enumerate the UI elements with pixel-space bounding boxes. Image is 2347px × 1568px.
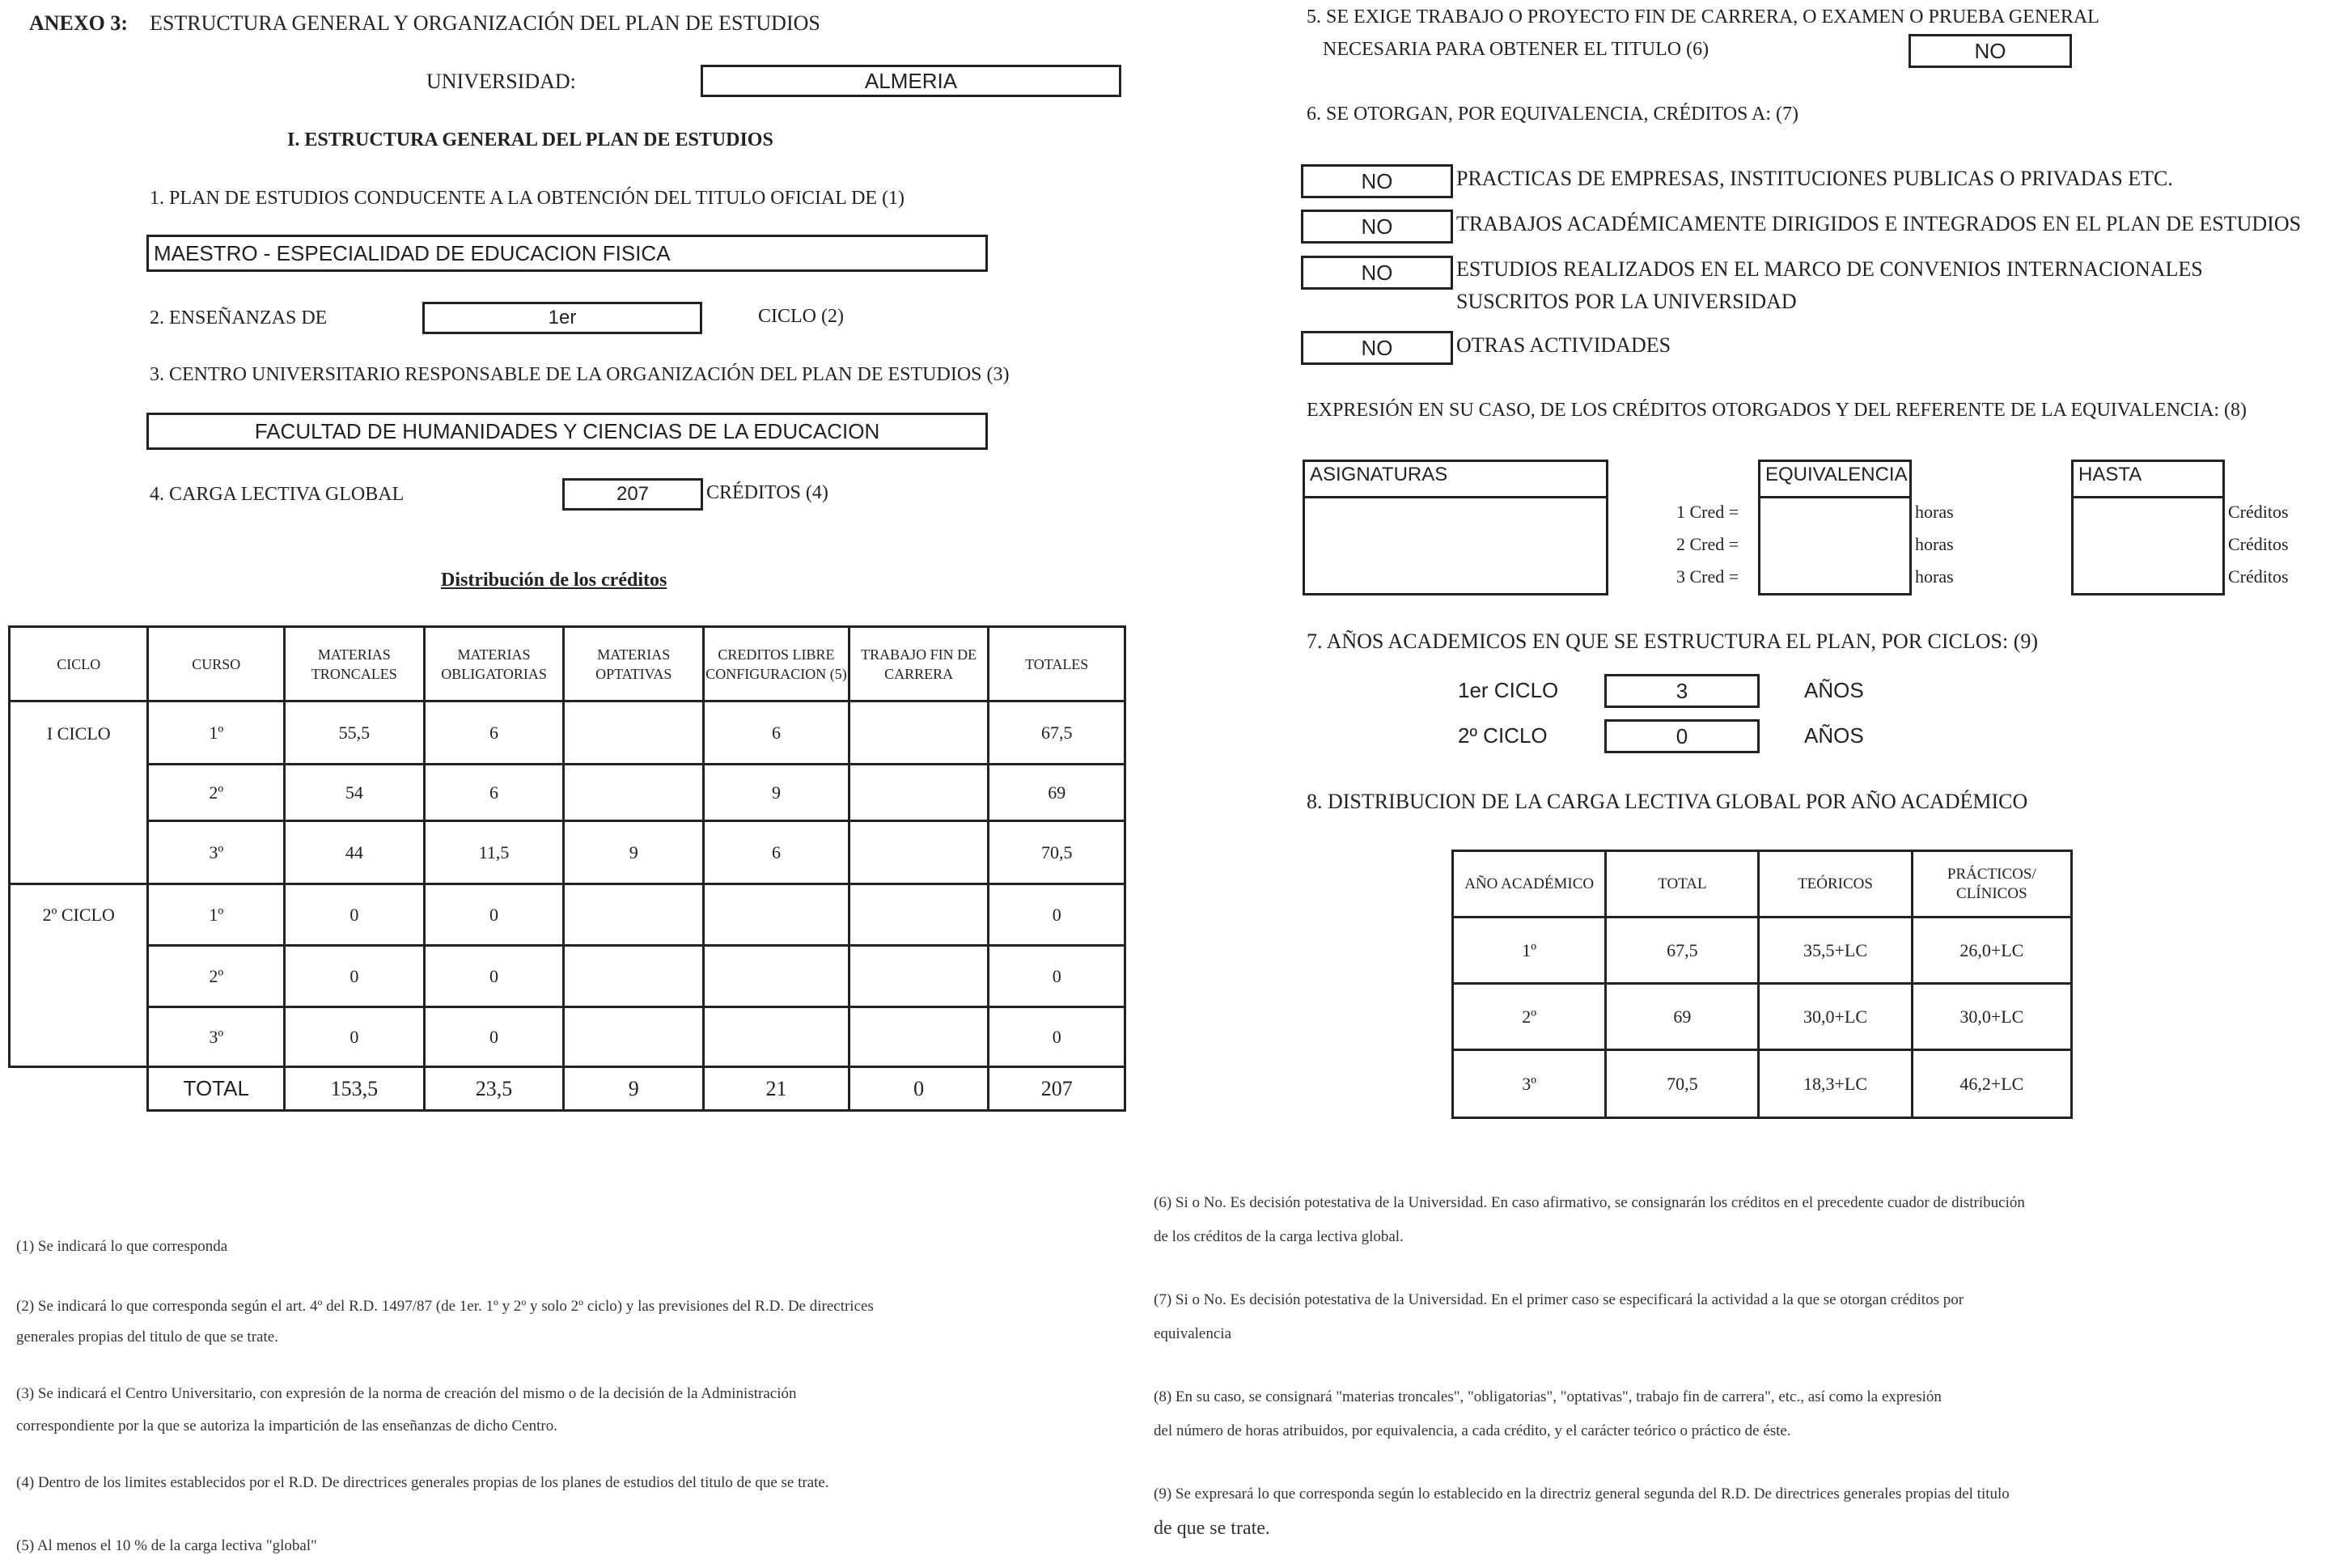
year-teoricos-cell: 35,5+LC	[1759, 917, 1912, 984]
table-row	[10, 1007, 1125, 1067]
cred-3-label: 3 Cred =	[1676, 566, 1739, 587]
table-header-row	[10, 627, 1125, 701]
trabajo-cell	[849, 884, 989, 946]
expresion-label: EXPRESIÓN EN SU CASO, DE LOS CRÉDITOS OTORGADOS Y DEL REFERENTE DE LA EQUIVALENCIA: (8)	[1307, 400, 2247, 421]
obligatorias-cell: 6	[424, 765, 564, 821]
horas-2: horas	[1915, 534, 1954, 554]
footnote-9: (9) Se expresará lo que corresponda según lo establecido en la directriz general segunda del R.D. De directrices generales propias del titulo	[1154, 1485, 2010, 1502]
total-trabajo: 0	[849, 1067, 989, 1111]
total-label: TOTAL	[148, 1067, 285, 1111]
q7-label: 7. AÑOS ACADEMICOS EN QUE SE ESTRUCTURA EL PLAN, POR CICLOS: (9)	[1307, 629, 2039, 653]
header-totales: TOTALES	[989, 627, 1125, 701]
equiv-practicas-field: NO	[1301, 164, 1453, 198]
year-practicos-cell: 46,2+LC	[1912, 1050, 2071, 1118]
year-cell: 2º	[1453, 984, 1606, 1050]
curso-cell: 2º	[148, 765, 285, 821]
total-troncales: 153,5	[285, 1067, 425, 1111]
ciclo-field: 1er	[422, 302, 702, 334]
ciclo2-label: 2º CICLO	[1458, 723, 1548, 748]
curso-cell: 2º	[148, 946, 285, 1007]
distribution-title: Distribución de los créditos	[441, 570, 667, 591]
creditos-1: Créditos	[2228, 502, 2289, 522]
totales-cell: 70,5	[989, 821, 1125, 884]
total-optativas: 9	[564, 1067, 704, 1111]
troncales-cell: 0	[285, 1007, 425, 1067]
curso-cell: 3º	[148, 1007, 285, 1067]
libre-cell	[704, 1007, 849, 1067]
titulo-field: MAESTRO - ESPECIALIDAD DE EDUCACION FISICA	[146, 235, 988, 272]
equiv-trabajos-field: NO	[1301, 210, 1453, 244]
cred-1-label: 1 Cred =	[1676, 502, 1739, 522]
equiv-trabajos-label: TRABAJOS ACADÉMICAMENTE DIRIGIDOS E INTEGRADOS EN EL PLAN DE ESTUDIOS	[1456, 212, 2302, 235]
year-total-cell: 67,5	[1606, 917, 1759, 984]
equiv-otras-label: OTRAS ACTIVIDADES	[1456, 333, 1671, 357]
year-load-table	[1451, 850, 2073, 1119]
footnote-3: (3) Se indicará el Centro Universitario, con expresión de la norma de creación del mismo o de la decisión de la Administración	[16, 1385, 797, 1402]
table-row	[10, 765, 1125, 821]
libre-cell	[704, 884, 849, 946]
total-obligatorias: 23,5	[424, 1067, 564, 1111]
carga-field: 207	[562, 478, 703, 511]
ciclo2-anos: AÑOS	[1804, 723, 1864, 748]
creditos-2: Créditos	[2228, 534, 2289, 554]
year-practicos-cell: 30,0+LC	[1912, 984, 2071, 1050]
asignaturas-box	[1303, 460, 1608, 595]
q5-line1: 5. SE EXIGE TRABAJO O PROYECTO FIN DE CARRERA, O EXAMEN O PRUEBA GENERAL	[1307, 6, 2099, 28]
obligatorias-cell: 0	[424, 884, 564, 946]
footnote-3-cont: correspondiente por la que se autoriza la impartición de las enseñanzas de dicho Centro.	[16, 1418, 557, 1435]
obligatorias-cell: 0	[424, 1007, 564, 1067]
obligatorias-cell: 6	[424, 701, 564, 765]
hasta-box	[2071, 460, 2225, 595]
anexo-label: ANEXO 3:	[29, 11, 129, 35]
trabajo-cell	[849, 1007, 989, 1067]
asignaturas-label: ASIGNATURAS	[1310, 464, 1448, 485]
trabajo-cell	[849, 765, 989, 821]
optativas-cell	[564, 701, 704, 765]
year-practicos-cell: 26,0+LC	[1912, 917, 2071, 984]
credits-distribution-table	[8, 625, 1126, 1112]
totales-cell: 0	[989, 946, 1125, 1007]
creditos-3: Créditos	[2228, 566, 2289, 587]
horas-1: horas	[1915, 502, 1954, 522]
hasta-label: HASTA	[2078, 464, 2142, 485]
ciclo-2-cell: 2º CICLO	[10, 884, 148, 1067]
equiv-convenios-label: ESTUDIOS REALIZADOS EN EL MARCO DE CONVENIOS INTERNACIONALES	[1456, 257, 2203, 281]
footnote-8: (8) En su caso, se consignará "materias troncales", "obligatorias", "optativas", trabajo fin de carrera", etc., así como la expresión	[1154, 1388, 1942, 1405]
q2-label: 2. ENSEÑANZAS DE	[150, 307, 328, 328]
table-row	[1453, 917, 2072, 984]
year-teoricos-cell: 18,3+LC	[1759, 1050, 1912, 1118]
optativas-cell	[564, 1007, 704, 1067]
equivalencia-box	[1758, 460, 1912, 595]
header-obligatorias: MATERIAS OBLIGATORIAS	[424, 627, 564, 701]
q2-suffix: CICLO (2)	[758, 306, 844, 327]
header-teoricos: TEÓRICOS	[1759, 851, 1912, 917]
obligatorias-cell: 11,5	[424, 821, 564, 884]
q6-label: 6. SE OTORGAN, POR EQUIVALENCIA, CRÉDITOS A: (7)	[1307, 104, 1799, 125]
troncales-cell: 54	[285, 765, 425, 821]
trabajo-cell	[849, 946, 989, 1007]
q3-label: 3. CENTRO UNIVERSITARIO RESPONSABLE DE LA ORGANIZACIÓN DEL PLAN DE ESTUDIOS (3)	[150, 364, 1010, 385]
total-totales: 207	[989, 1067, 1125, 1111]
trabajo-cell	[849, 701, 989, 765]
totales-cell: 0	[989, 1007, 1125, 1067]
equiv-practicas-label: PRACTICAS DE EMPRESAS, INSTITUCIONES PUBLICAS O PRIVADAS ETC.	[1456, 167, 2173, 190]
troncales-cell: 55,5	[285, 701, 425, 765]
troncales-cell: 0	[285, 884, 425, 946]
horas-3: horas	[1915, 566, 1954, 587]
centro-field: FACULTAD DE HUMANIDADES Y CIENCIAS DE LA EDUCACION	[146, 413, 988, 450]
table-row	[1453, 1050, 2072, 1118]
libre-cell	[704, 946, 849, 1007]
equiv-convenios-label-2: SUSCRITOS POR LA UNIVERSIDAD	[1456, 290, 1797, 313]
footnote-8-cont: del número de horas atribuidos, por equivalencia, a cada crédito, y el carácter teórico o práctico de éste.	[1154, 1422, 1791, 1439]
total-spacer	[10, 1067, 148, 1111]
header-troncales: MATERIAS TRONCALES	[285, 627, 425, 701]
header-total: TOTAL	[1606, 851, 1759, 917]
footnote-5: (5) Al menos el 10 % de la carga lectiva "global"	[16, 1537, 317, 1554]
totales-cell: 0	[989, 884, 1125, 946]
libre-cell: 6	[704, 821, 849, 884]
year-total-cell: 69	[1606, 984, 1759, 1050]
ciclo1-label: 1er CICLO	[1458, 678, 1559, 702]
footnote-7-cont: equivalencia	[1154, 1325, 1232, 1342]
table-row	[10, 946, 1125, 1007]
year-cell: 3º	[1453, 1050, 1606, 1118]
curso-cell: 1º	[148, 701, 285, 765]
footnote-9-cont: de que se trate.	[1154, 1518, 1270, 1539]
q4-label: 4. CARGA LECTIVA GLOBAL	[150, 484, 405, 505]
q1-label: 1. PLAN DE ESTUDIOS CONDUCENTE A LA OBTENCIÓN DEL TITULO OFICIAL DE (1)	[150, 188, 905, 209]
universidad-label: UNIVERSIDAD:	[426, 70, 576, 93]
footnote-2-cont: generales propias del titulo de que se trate.	[16, 1329, 278, 1346]
footnote-2: (2) Se indicará lo que corresponda según el art. 4º del R.D. 1497/87 (de 1er. 1º y 2º y solo 2º ciclo) y las previsiones del R.D. De directrices	[16, 1298, 874, 1315]
curso-cell: 3º	[148, 821, 285, 884]
totales-cell: 69	[989, 765, 1125, 821]
header-trabajo: TRABAJO FIN DE CARRERA	[849, 627, 989, 701]
optativas-cell	[564, 765, 704, 821]
table-row	[10, 701, 1125, 765]
header-curso: CURSO	[148, 627, 285, 701]
curso-cell: 1º	[148, 884, 285, 946]
header-ciclo: CICLO	[10, 627, 148, 701]
section-title: I. ESTRUCTURA GENERAL DEL PLAN DE ESTUDIOS	[287, 129, 773, 150]
totales-cell: 67,5	[989, 701, 1125, 765]
troncales-cell: 44	[285, 821, 425, 884]
q5-field: NO	[1909, 34, 2072, 68]
optativas-cell	[564, 946, 704, 1007]
footnote-6-cont: de los créditos de la carga lectiva global.	[1154, 1228, 1404, 1245]
equiv-otras-field: NO	[1301, 331, 1453, 365]
libre-cell: 6	[704, 701, 849, 765]
header-libre: CREDITOS LIBRE CONFIGURACION (5)	[704, 627, 849, 701]
equiv-convenios-field: NO	[1301, 256, 1453, 290]
header-practicos: PRÁCTICOS/ CLÍNICOS	[1912, 851, 2071, 917]
equivalencia-label: EQUIVALENCIA	[1765, 464, 1908, 485]
libre-cell: 9	[704, 765, 849, 821]
troncales-cell: 0	[285, 946, 425, 1007]
year-table-header	[1453, 851, 2072, 917]
ciclo-1-cell: I CICLO	[10, 701, 148, 884]
q8-label: 8. DISTRIBUCION DE LA CARGA LECTIVA GLOBAL POR AÑO ACADÉMICO	[1307, 790, 2028, 813]
universidad-field: ALMERIA	[701, 65, 1121, 97]
cred-2-label: 2 Cred =	[1676, 534, 1739, 554]
obligatorias-cell: 0	[424, 946, 564, 1007]
ciclo1-years-field: 3	[1604, 674, 1760, 708]
q4-suffix: CRÉDITOS (4)	[706, 482, 828, 503]
table-row	[1453, 984, 2072, 1050]
optativas-cell: 9	[564, 821, 704, 884]
table-row	[10, 821, 1125, 884]
year-cell: 1º	[1453, 917, 1606, 984]
trabajo-cell	[849, 821, 989, 884]
ciclo2-years-field: 0	[1604, 719, 1760, 753]
page-title: ESTRUCTURA GENERAL Y ORGANIZACIÓN DEL PLAN DE ESTUDIOS	[150, 11, 820, 35]
total-libre: 21	[704, 1067, 849, 1111]
footnote-1: (1) Se indicará lo que corresponda	[16, 1238, 228, 1255]
ciclo1-anos: AÑOS	[1804, 678, 1864, 702]
q5-line2: NECESARIA PARA OBTENER EL TITULO (6)	[1323, 39, 1709, 60]
header-optativas: MATERIAS OPTATIVAS	[564, 627, 704, 701]
year-total-cell: 70,5	[1606, 1050, 1759, 1118]
footnote-4: (4) Dentro de los limites establecidos por el R.D. De directrices generales propias de los planes de estudios del titulo de que se trate.	[16, 1474, 829, 1491]
footnote-7: (7) Si o No. Es decisión potestativa de la Universidad. En el primer caso se especificará la actividad a la que se otorgan créditos por	[1154, 1291, 1964, 1308]
footnote-6: (6) Si o No. Es decisión potestativa de la Universidad. En caso afirmativo, se consignarán los créditos en el precedente cuador de distribución	[1154, 1194, 2025, 1211]
table-row	[10, 884, 1125, 946]
total-row	[10, 1067, 1125, 1111]
optativas-cell	[564, 884, 704, 946]
year-teoricos-cell: 30,0+LC	[1759, 984, 1912, 1050]
header-ano: AÑO ACADÉMICO	[1453, 851, 1606, 917]
